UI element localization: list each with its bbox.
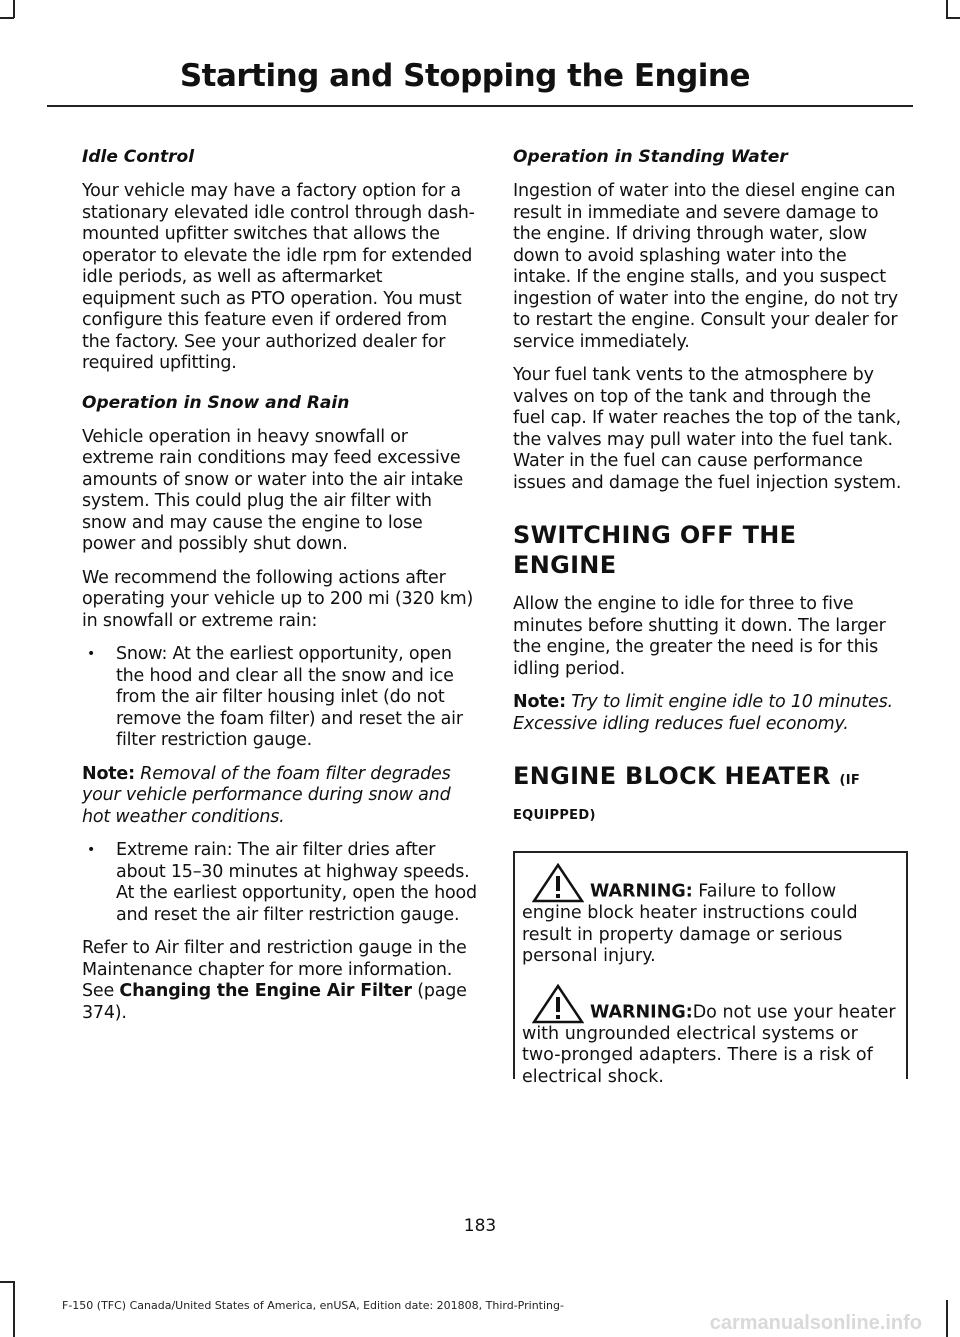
warning-text: Do not use your heater with ungrounded electrical systems or two-pronged adapters. There is a risk of electrical shock. bbox=[522, 1002, 896, 1087]
idle-control-heading: Idle Control bbox=[82, 147, 195, 167]
edition-footer: F-150 (TFC) Canada/United States of America, enUSA, Edition date: 201808, Third-Printing- bbox=[62, 1299, 564, 1312]
standing-water-paragraph-1: Ingestion of water into the diesel engine can result in immediate and severe damage to the engine. If driving through water, slow down to avoid splashing water into the intake. If the engine stalls, and you suspect ingestion of water into the engine, do not try to restart the engine. Consult your dealer for service immediately. bbox=[513, 181, 898, 352]
refer-text: Refer to Air filter and restriction gauge in the Maintenance chapter for more information. See bbox=[82, 938, 467, 1001]
warning-box bbox=[513, 851, 908, 1087]
warning-text: Failure to follow engine block heater instructions could result in property damage or serious personal injury. bbox=[522, 881, 858, 966]
crop-mark bbox=[13, 0, 15, 18]
idle-control-paragraph: Your vehicle may have a factory option for a stationary elevated idle control through dash-mounted upfitter switches that allows the operator to elevate the idle rpm for extended idle periods, as well as aftermarket equipment such as PTO operation. You must configure this feature even if ordered from the factory. See your authorized dealer for required upfitting. bbox=[82, 181, 475, 373]
warning-label: WARNING: bbox=[590, 1002, 693, 1022]
list-item: • Extreme rain: The air filter dries after about 15–30 minutes at highway speeds. At the earliest opportunity, open the hood and reset the air filter restriction gauge. bbox=[82, 840, 480, 926]
if-equipped-label: (IF EQUIPPED) bbox=[513, 773, 861, 823]
refer-paragraph bbox=[82, 938, 480, 1024]
left-column bbox=[82, 143, 480, 1036]
rain-list bbox=[82, 840, 480, 926]
block-heater-title: ENGINE BLOCK HEATER bbox=[513, 762, 831, 790]
right-column bbox=[513, 143, 908, 1087]
note-label: Note: bbox=[82, 763, 135, 784]
watermark: carmanualsonline.info bbox=[709, 1312, 922, 1334]
note-foam-filter bbox=[82, 764, 480, 829]
note-idle bbox=[513, 692, 908, 735]
crop-mark bbox=[946, 17, 960, 19]
header-divider bbox=[47, 105, 913, 107]
crop-mark bbox=[946, 1300, 948, 1337]
page-number: 183 bbox=[463, 1216, 497, 1236]
note-text: Removal of the foam filter degrades your vehicle performance during snow and hot weather conditions. bbox=[82, 763, 451, 827]
standing-water-heading: Operation in Standing Water bbox=[513, 147, 788, 167]
crop-mark bbox=[13, 1281, 15, 1337]
block-heater-heading bbox=[513, 761, 908, 831]
snow-rain-heading: Operation in Snow and Rain bbox=[82, 392, 350, 413]
warning-2 bbox=[522, 984, 896, 1089]
standing-water-paragraph-2: Your fuel tank vents to the atmosphere by valves on top of the tank and through the fuel cap. If water reaches the top of the tank, the valves may pull water into the fuel tank. Water in the fuel can cause performance issues and damage the fuel injection system. bbox=[513, 365, 902, 493]
warning-1 bbox=[522, 863, 896, 968]
note-label: Note: bbox=[513, 692, 566, 712]
page-title: Starting and Stopping the Engine bbox=[179, 58, 750, 94]
list-item: • Snow: At the earliest opportunity, open the hood and clear all the snow and ice from the air filter housing inlet (do not remove the foam filter) and reset the air filter restriction gauge. bbox=[82, 644, 480, 752]
note-text: Try to limit engine idle to 10 minutes. Excessive idling reduces fuel economy. bbox=[513, 692, 893, 734]
warning-triangle-icon bbox=[532, 984, 584, 1024]
snow-list bbox=[82, 644, 480, 752]
warning-label: WARNING: bbox=[590, 881, 693, 902]
switching-off-heading: SWITCHING OFF THE ENGINE bbox=[513, 521, 797, 579]
switching-off-paragraph: Allow the engine to idle for three to five minutes before shutting it down. The larger the engine, the greater the need is for this idling period. bbox=[513, 594, 886, 679]
snow-rain-paragraph-2: We recommend the following actions after operating your vehicle up to 200 mi (320 km) in snowfall or extreme rain: bbox=[82, 567, 474, 631]
crop-mark bbox=[0, 17, 14, 19]
air-filter-link[interactable]: Changing the Engine Air Filter bbox=[119, 981, 412, 1001]
warning-triangle-icon bbox=[532, 863, 584, 903]
snow-rain-paragraph-1: Vehicle operation in heavy snowfall or extreme rain conditions may feed excessive amounts of snow or water into the air intake system. This could plug the air filter with snow and may cause the engine to lose power and possibly shut down. bbox=[82, 426, 464, 554]
crop-mark bbox=[0, 1281, 14, 1283]
crop-mark bbox=[946, 0, 948, 18]
refer-page: (page 374). bbox=[82, 981, 467, 1023]
